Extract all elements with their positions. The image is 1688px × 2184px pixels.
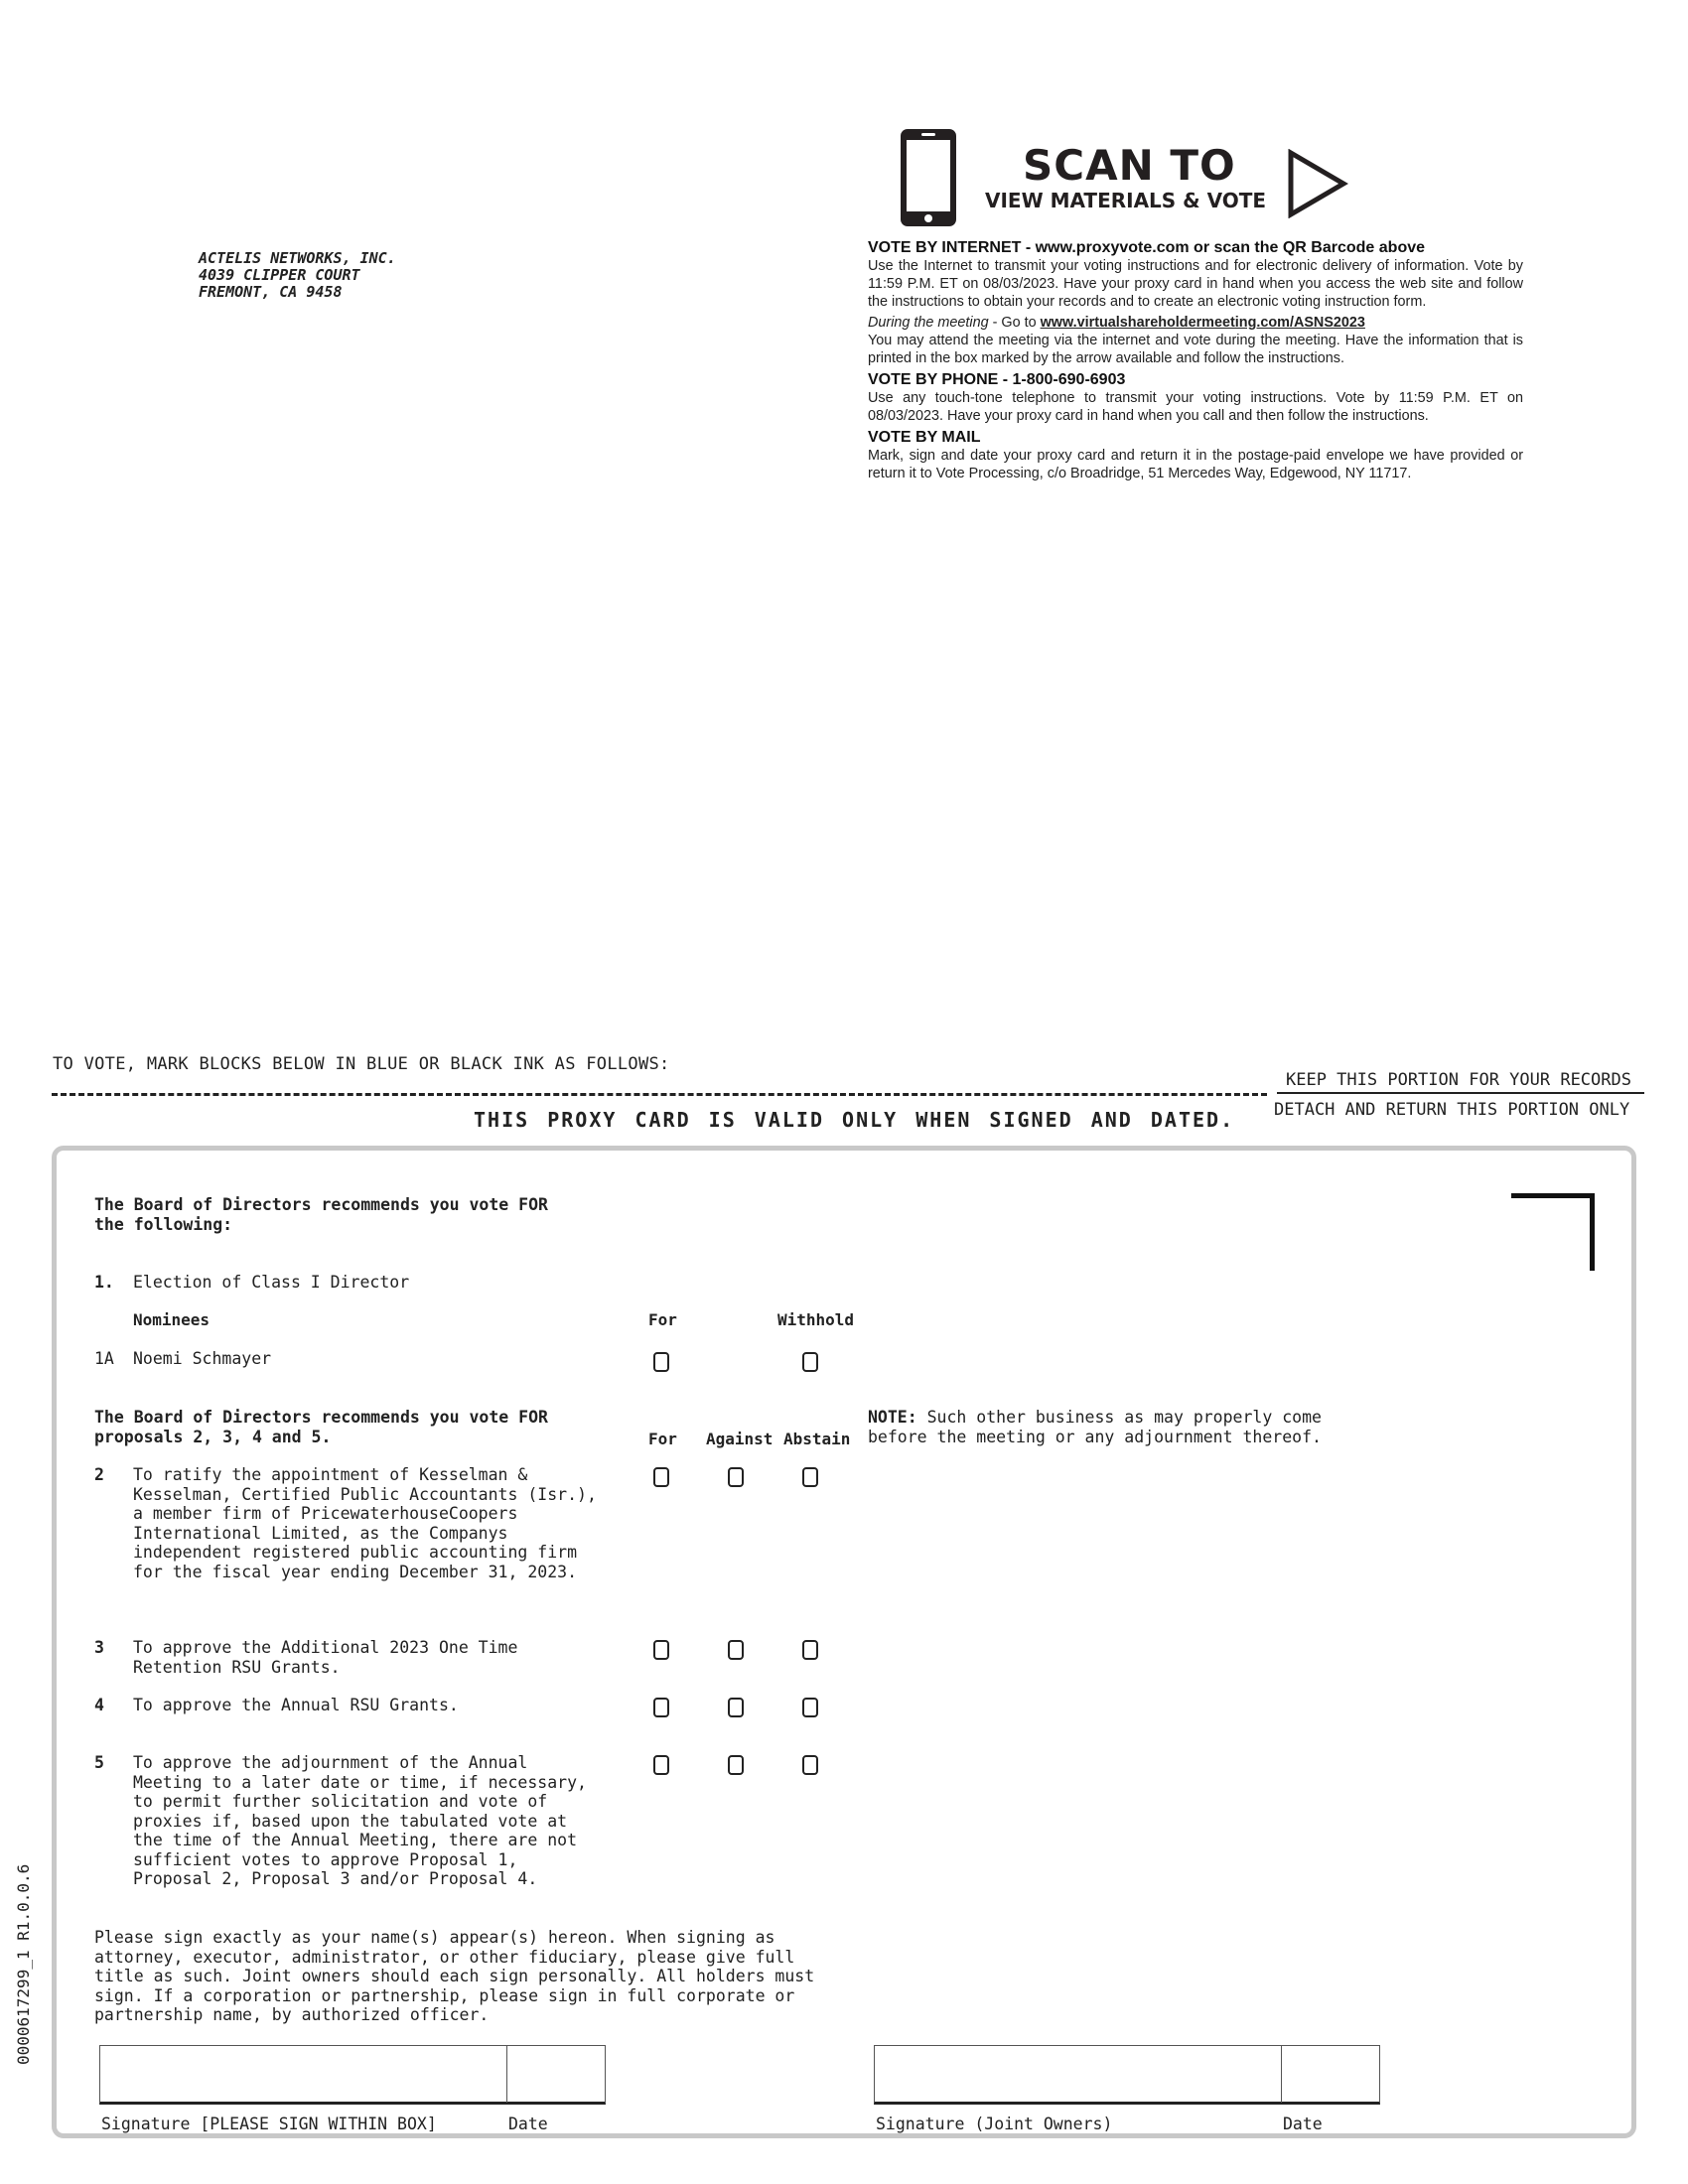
proposal-4-abstain-checkbox[interactable]: [802, 1698, 818, 1717]
board-recommendation-2: [94, 1408, 548, 1446]
proposal-line: Kesselman, Certified Public Accountants (Isr.),: [133, 1484, 597, 1504]
note-line: Such other business as may properly come: [916, 1408, 1322, 1427]
sign-instruction-line: Please sign exactly as your name(s) appear(s) hereon. When signing as: [94, 1928, 775, 1947]
proposal-2-for-checkbox[interactable]: [653, 1467, 669, 1487]
against-header: Against: [706, 1430, 774, 1448]
note: [868, 1408, 1322, 1446]
withhold-header: Withhold: [777, 1310, 855, 1329]
proposal-line: Retention RSU Grants.: [133, 1657, 341, 1677]
proposal-line: proxies if, based upon the tabulated vote at: [133, 1811, 568, 1831]
phone-text: Use any touch-tone telephone to transmit your voting instructions. Vote by 11:59 P.M. ET on 08/03/2023. Have your proxy card in hand when you call and then follow the instructions.: [868, 390, 1523, 424]
board-rec-1-line: the following:: [94, 1214, 233, 1234]
proposal-1-text: Election of Class I Director: [133, 1273, 410, 1292]
board-rec-1-line: The Board of Directors recommends you vote FOR: [94, 1195, 548, 1214]
sign-instructions: [94, 1928, 814, 2025]
for-header: For: [648, 1310, 677, 1329]
voting-instructions: [868, 238, 1523, 485]
corner-mark: [1511, 1193, 1595, 1271]
signature-box[interactable]: [99, 2045, 606, 2105]
proposal-5-against-checkbox[interactable]: [728, 1755, 744, 1775]
sign-instruction-line: sign. If a corporation or partnership, please sign in full corporate or: [94, 1985, 795, 2005]
proposal-1-number: 1.: [94, 1273, 114, 1292]
proposal-line: To approve the adjournment of the Annual: [133, 1753, 528, 1772]
street-address: 4039 CLIPPER COURT: [199, 266, 360, 284]
proposal-4-against-checkbox[interactable]: [728, 1698, 744, 1717]
meeting-line: [868, 314, 1523, 332]
proposal-line: for the fiscal year ending December 31, 2023.: [133, 1562, 578, 1581]
sign-instruction-line: title as such. Joint owners should each sign personally. All holders must: [94, 1967, 815, 1985]
proposal-3-abstain-checkbox[interactable]: [802, 1640, 818, 1660]
mail-heading: VOTE BY MAIL: [868, 429, 981, 446]
detach-line: [52, 1093, 1267, 1096]
proposal-2-text: [133, 1465, 597, 1581]
keep-portion-label: KEEP THIS PORTION FOR YOUR RECORDS: [1286, 1070, 1631, 1090]
note-label: NOTE:: [868, 1408, 917, 1427]
proposal-line: Meeting to a later date or time, if necessary,: [133, 1772, 587, 1792]
signature-date-divider: [506, 2045, 507, 2103]
proposal-5-abstain-checkbox[interactable]: [802, 1755, 818, 1775]
note-line: before the meeting or any adjournment thereof.: [868, 1427, 1322, 1446]
proposal-3-text: [133, 1638, 517, 1677]
meeting-label: During the meeting: [868, 315, 989, 331]
proposal-line: To ratify the appointment of Kesselman &: [133, 1465, 528, 1484]
keep-underline: [1277, 1092, 1644, 1094]
joint-signature-label: Signature (Joint Owners): [876, 2115, 1113, 2133]
nominee-1a-withhold-checkbox[interactable]: [802, 1352, 818, 1372]
proposal-3-for-checkbox[interactable]: [653, 1640, 669, 1660]
proposal-line: sufficient votes to approve Proposal 1,: [133, 1849, 518, 1869]
side-document-code: 0000617299_1 R1.0.0.6: [14, 1863, 33, 2065]
meeting-text: You may attend the meeting via the internet and vote during the meeting. Have the information that is printed in the box marked by the arrow available and follow the instructions.: [868, 333, 1523, 366]
detach-portion-label: DETACH AND RETURN THIS PORTION ONLY: [1274, 1100, 1630, 1120]
internet-text: Use the Internet to transmit your voting instructions and for electronic delivery of information. Vote by 11:59 P.M. ET on 08/03/2023. Have your proxy card in hand when you access the web site and follow the instructions to obtain your records and to create an electronic voting instruction form.: [868, 258, 1523, 310]
joint-date-divider: [1281, 2045, 1282, 2103]
nominee-1a-name: Noemi Schmayer: [133, 1349, 272, 1368]
proposal-5-number: 5: [94, 1753, 104, 1772]
mail-text: Mark, sign and date your proxy card and return it in the postage-paid envelope we have provided or return it to Vote Processing, c/o Broadridge, 51 Mercedes Way, Edgewood, NY 11717.: [868, 448, 1523, 481]
proposal-line: the time of the Annual Meeting, there are not: [133, 1831, 578, 1849]
return-address: [199, 250, 396, 301]
proposal-3-against-checkbox[interactable]: [728, 1640, 744, 1660]
joint-signature-box[interactable]: [874, 2045, 1380, 2105]
proposal-line: Proposal 2, Proposal 3 and/or Proposal 4.: [133, 1869, 538, 1888]
joint-date-label: Date: [1283, 2115, 1323, 2133]
nominees-header: Nominees: [133, 1310, 211, 1329]
proposal-line: to permit further solicitation and vote of: [133, 1792, 548, 1811]
scan-title: SCAN TO: [1023, 141, 1236, 190]
board-recommendation-1: [94, 1195, 548, 1234]
abstain-header: Abstain: [783, 1430, 851, 1448]
date-label: Date: [508, 2115, 548, 2133]
sign-instruction-line: attorney, executor, administrator, or other fiduciary, please give full: [94, 1947, 795, 1967]
play-arrow-icon: [1287, 149, 1348, 218]
proposal-4-number: 4: [94, 1696, 104, 1714]
board-rec-2-line: The Board of Directors recommends you vote FOR: [94, 1408, 548, 1427]
proposal-2-against-checkbox[interactable]: [728, 1467, 744, 1487]
proposal-3-number: 3: [94, 1638, 104, 1657]
phone-heading: VOTE BY PHONE - 1-800-690-6903: [868, 371, 1126, 388]
sign-instruction-line: partnership name, by authorized officer.: [94, 2005, 490, 2024]
meeting-goto: - Go to: [988, 315, 1041, 331]
proposal-5-text: [133, 1753, 587, 1889]
proposal-line: To approve the Additional 2023 One Time: [133, 1638, 518, 1657]
proposal-line: To approve the Annual RSU Grants.: [133, 1696, 459, 1714]
board-rec-2-line: proposals 2, 3, 4 and 5.: [94, 1427, 332, 1446]
nominee-1a-number: 1A: [94, 1349, 114, 1368]
signature-label: Signature [PLEASE SIGN WITHIN BOX]: [101, 2115, 437, 2133]
nominee-1a-for-checkbox[interactable]: [653, 1352, 669, 1372]
proposal-4-for-checkbox[interactable]: [653, 1698, 669, 1717]
proposal-5-for-checkbox[interactable]: [653, 1755, 669, 1775]
scan-subtitle: VIEW MATERIALS & VOTE: [985, 189, 1267, 212]
for-header: For: [648, 1430, 677, 1448]
proposal-2-abstain-checkbox[interactable]: [802, 1467, 818, 1487]
proposal-2-number: 2: [94, 1465, 104, 1484]
proposal-line: independent registered public accounting firm: [133, 1543, 578, 1562]
meeting-link[interactable]: www.virtualshareholdermeeting.com/ASNS2023: [1040, 315, 1365, 331]
company-name: ACTELIS NETWORKS, INC.: [199, 249, 396, 267]
proposal-line: a member firm of PricewaterhouseCoopers: [133, 1504, 518, 1523]
proposal-4-text: [133, 1696, 459, 1715]
validity-notice: THIS PROXY CARD IS VALID ONLY WHEN SIGNED AND DATED.: [474, 1108, 1235, 1132]
city-state: FREMONT, CA 9458: [199, 283, 343, 301]
smartphone-icon: [898, 126, 959, 229]
proposal-line: International Limited, as the Companys: [133, 1523, 508, 1543]
internet-heading: VOTE BY INTERNET - www.proxyvote.com or scan the QR Barcode above: [868, 239, 1426, 256]
to-vote-instruction: TO VOTE, MARK BLOCKS BELOW IN BLUE OR BLACK INK AS FOLLOWS:: [53, 1054, 670, 1074]
